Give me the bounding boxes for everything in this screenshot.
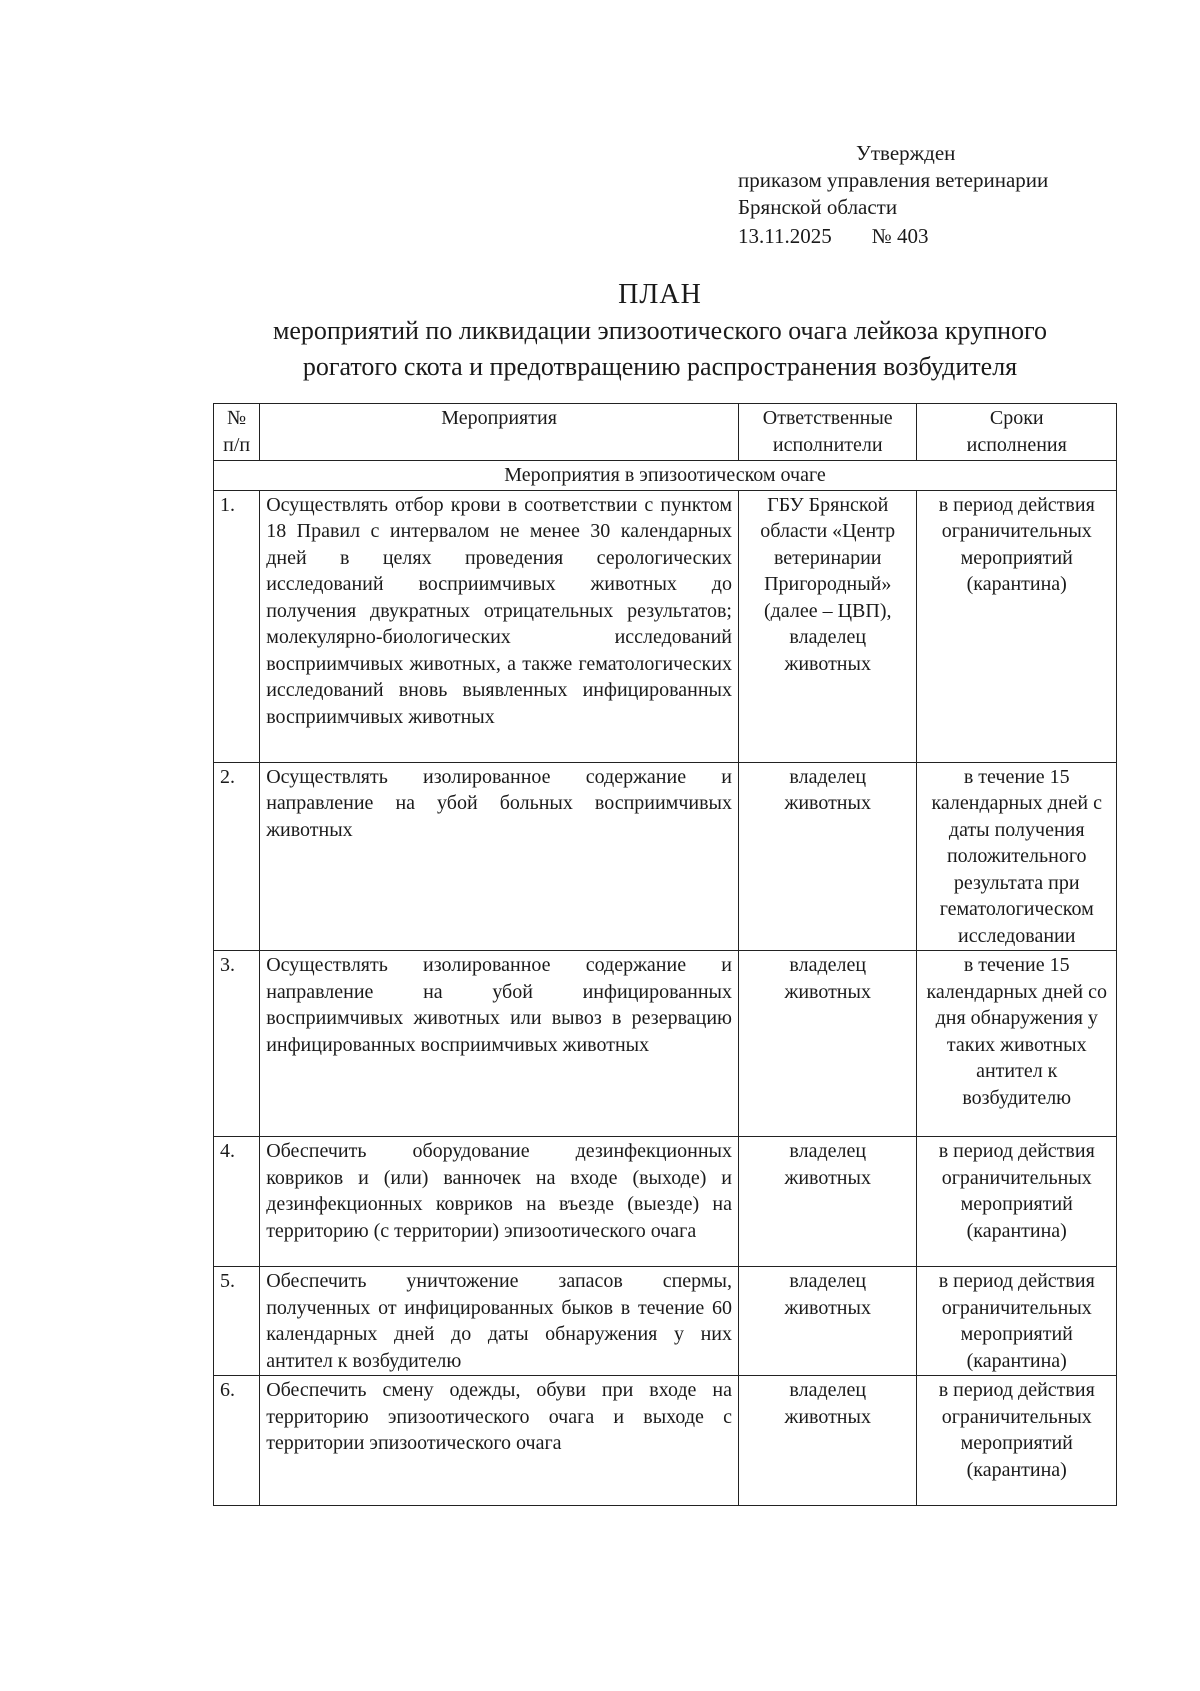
header-responsible-line1: Ответственные <box>762 407 893 429</box>
approval-region: Брянской области <box>738 195 898 219</box>
header-terms-line1: Сроки <box>989 407 1044 429</box>
approval-date-line <box>738 223 1048 250</box>
row-responsible: владелец животных <box>738 1267 917 1376</box>
title-line-1: мероприятий по ликвидации эпизоотического очага лейкоза крупного <box>272 316 1048 345</box>
row-action: Осуществлять отбор крови в соответствии с пунктом 18 Правил с интервалом не менее 30 календарных дней в целях проведения серологических исследований восприимчивых животных до получения двукратных отрицательных результатов; молекулярно-биологических исследований восприимчивых животных, а также гематологических исследований вновь выявленных инфицированных восприимчивых животных <box>260 490 739 762</box>
row-num: 2. <box>214 762 260 951</box>
approval-number: № 403 <box>871 224 929 248</box>
header-num <box>214 404 260 461</box>
row-term: в течение 15 календарных дней с даты получения положительного результата при гематологическом исследовании <box>917 762 1117 951</box>
header-responsible-line2: исполнители <box>772 434 883 456</box>
header-terms-line2: исполнения <box>966 434 1067 456</box>
row-term: в течение 15 календарных дней со дня обнаружения у таких животных антител к возбудителю <box>917 951 1117 1137</box>
header-num-line1: № <box>227 407 247 429</box>
row-num: 3. <box>214 951 260 1137</box>
header-num-line2: п/п <box>223 434 251 456</box>
approval-title: Утвержден <box>856 141 956 165</box>
row-num: 1. <box>214 490 260 762</box>
header-actions: Мероприятия <box>260 404 739 461</box>
row-action: Осуществлять изолированное содержание и направление на убой инфицированных восприимчивых животных или вывоз в резервацию инфицированных восприимчивых животных <box>260 951 739 1137</box>
row-term: в период действия ограничительных мероприятий (карантина) <box>917 490 1117 762</box>
table-header-row <box>214 404 1117 461</box>
plan-table <box>213 403 1117 1506</box>
approval-order-text: приказом управления ветеринарии <box>738 168 1049 192</box>
row-num: 6. <box>214 1376 260 1506</box>
table-row <box>214 1267 1117 1376</box>
table-row <box>214 762 1117 951</box>
table-row <box>214 951 1117 1137</box>
section-row <box>214 461 1117 491</box>
row-num: 4. <box>214 1137 260 1267</box>
row-responsible: владелец животных <box>738 951 917 1137</box>
title-line-2: рогатого скота и предотвращению распространения возбудителя <box>302 352 1018 381</box>
document-title <box>0 278 1200 384</box>
row-term: в период действия ограничительных мероприятий (карантина) <box>917 1267 1117 1376</box>
row-action: Обеспечить уничтожение запасов спермы, полученных от инфицированных быков в течение 60 календарных дней до даты обнаружения у них антител к возбудителю <box>260 1267 739 1376</box>
approval-stamp <box>738 140 1048 250</box>
row-term: в период действия ограничительных мероприятий (карантина) <box>917 1376 1117 1506</box>
header-terms <box>917 404 1117 461</box>
row-responsible: владелец животных <box>738 762 917 951</box>
section-title: Мероприятия в эпизоотическом очаге <box>214 461 1117 491</box>
row-action: Осуществлять изолированное содержание и направление на убой больных восприимчивых животных <box>260 762 739 951</box>
header-responsible <box>738 404 917 461</box>
table-row <box>214 490 1117 762</box>
row-responsible: ГБУ Брянской области «Центр ветеринарии Пригородный» (далее – ЦВП), владелец животных <box>738 490 917 762</box>
title-main: ПЛАН <box>618 279 702 310</box>
approval-date: 13.11.2025 <box>738 224 832 248</box>
row-action: Обеспечить оборудование дезинфекционных ковриков и (или) ванночек на входе (выходе) и дезинфекционных ковриков на въезде (выезде) на территорию (с территории) эпизоотического очага <box>260 1137 739 1267</box>
row-num: 5. <box>214 1267 260 1376</box>
table-row <box>214 1376 1117 1506</box>
table-row <box>214 1137 1117 1267</box>
row-responsible: владелец животных <box>738 1376 917 1506</box>
row-action: Обеспечить смену одежды, обуви при входе на территорию эпизоотического очага и выходе с территории эпизоотического очага <box>260 1376 739 1506</box>
row-responsible: владелец животных <box>738 1137 917 1267</box>
row-term: в период действия ограничительных мероприятий (карантина) <box>917 1137 1117 1267</box>
